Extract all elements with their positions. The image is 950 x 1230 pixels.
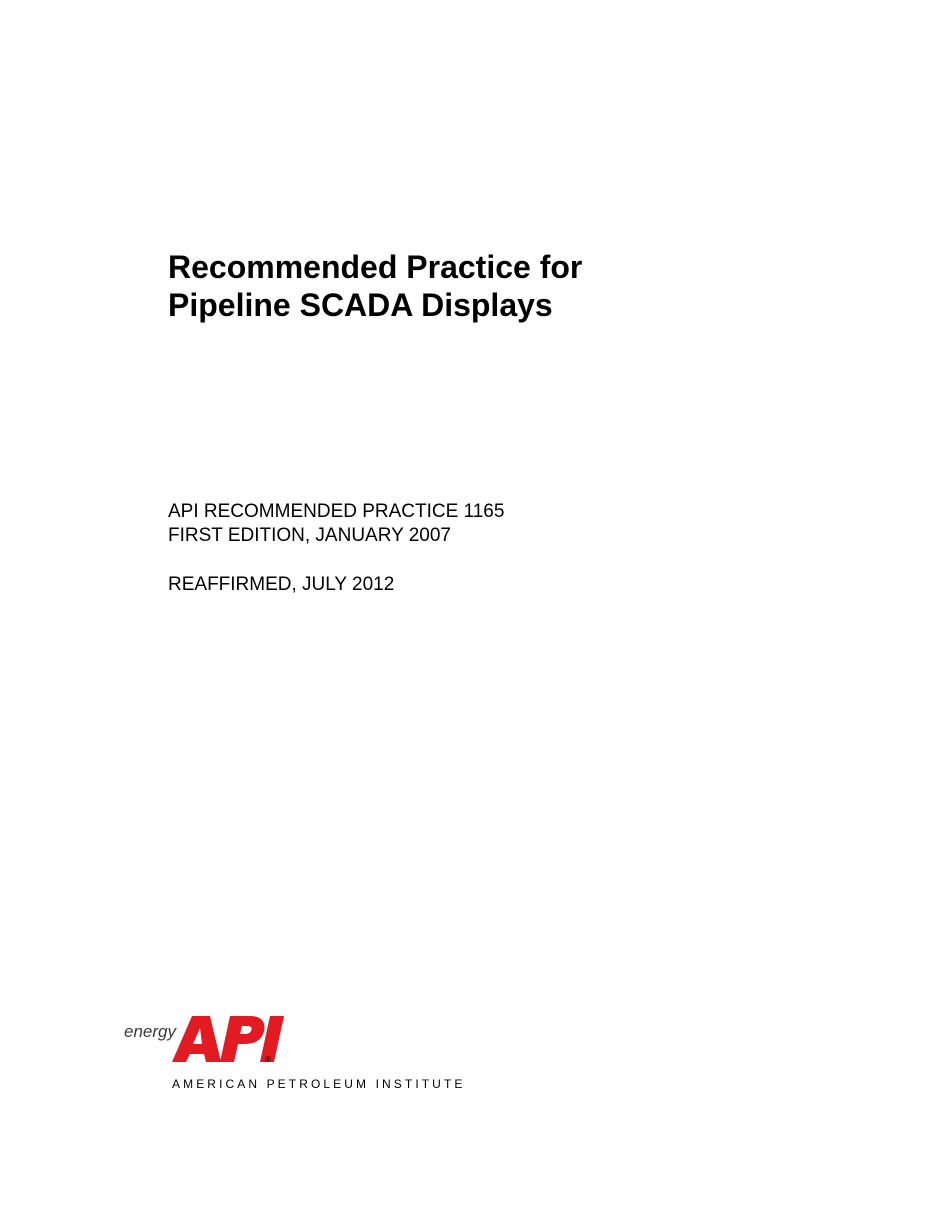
api-logo-graphic [120,1010,460,1080]
title-line-2: Pipeline SCADA Displays [168,287,553,323]
edition: FIRST EDITION, JANUARY 2007 [168,525,451,546]
logo-letter-a [172,1016,221,1062]
designation: API RECOMMENDED PRACTICE 1165 [168,501,505,522]
organization-name: AMERICAN PETROLEUM INSTITUTE [172,1077,466,1091]
logo-registered-mark: ® [265,1055,271,1064]
title-line-1: Recommended Practice for [168,249,583,285]
logo-letter-p [220,1016,264,1062]
logo-tagline: energy [124,1022,176,1041]
reaffirmed-date: REAFFIRMED, JULY 2012 [168,574,395,595]
document-title [168,248,868,324]
document-info [168,500,768,548]
